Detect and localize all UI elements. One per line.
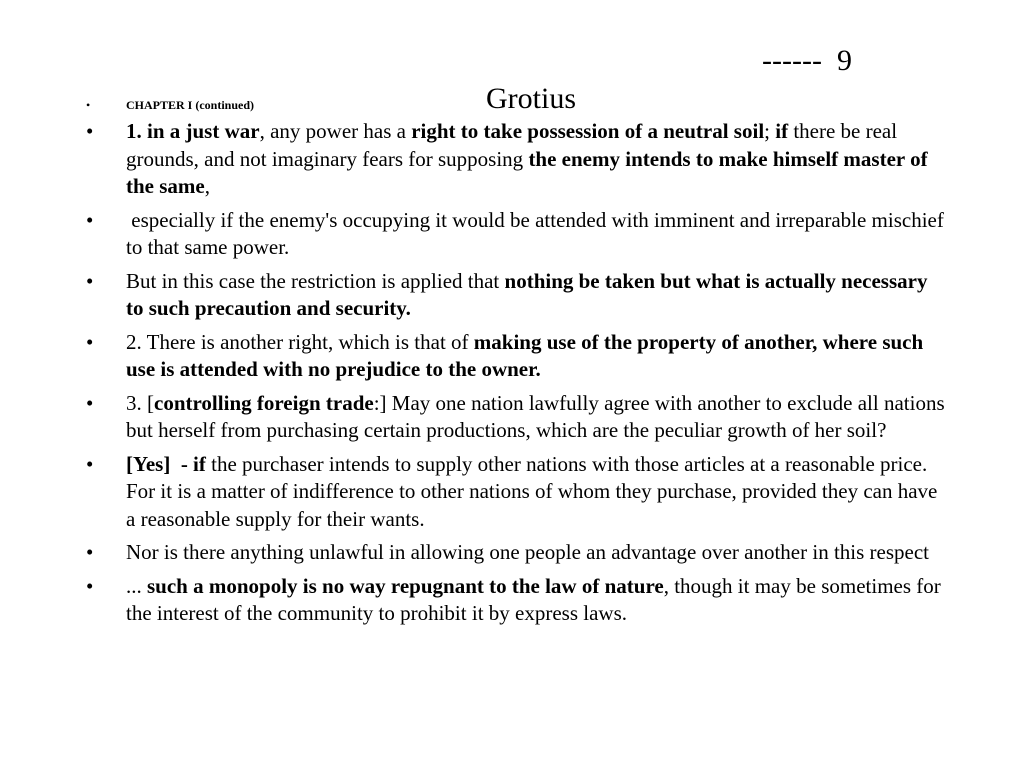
bullet-item — [86, 539, 946, 567]
bullet-dot-icon: • — [86, 268, 94, 293]
text-plain: , any power has a — [259, 119, 412, 143]
text-bold: making use of the property of another, where such use is attended with no prejudice to the owner. — [126, 329, 924, 381]
bullet-dot-icon: • — [86, 540, 94, 564]
text-plain: ... — [126, 573, 147, 598]
chapter-heading: CHAPTER I (continued) — [126, 98, 255, 112]
bullet-item — [86, 390, 946, 445]
bullet-text — [126, 540, 929, 564]
bullet-text — [126, 452, 937, 531]
slide-title-text: Grotius — [486, 82, 576, 115]
text-plain: there be real grounds, and not imaginary fears for supposing — [126, 119, 898, 171]
bullet-dot-icon: • — [86, 207, 94, 232]
bullet-text — [126, 391, 945, 443]
bullet-list — [86, 96, 950, 634]
text-plain: ; — [764, 119, 776, 143]
bullet-text — [126, 330, 923, 382]
bullet-dot-icon: • — [86, 329, 94, 354]
text-bold: controlling foreign trade — [154, 390, 374, 415]
bullet-item — [86, 207, 950, 262]
text-bold: right to take possession of a neutral soil — [411, 119, 765, 143]
text-plain: , — [204, 174, 210, 198]
bullet-item — [86, 451, 946, 534]
text-bold: if — [775, 119, 789, 143]
text-plain: , though it may be sometimes for the interest of the community to prohibit it by express laws. — [126, 573, 941, 625]
bullet-dot-icon: • — [86, 390, 94, 415]
text-plain: 3. [ — [126, 390, 154, 415]
text-bold: such a monopoly is no way repugnant to the law of nature — [147, 573, 664, 598]
bullet-text — [126, 119, 928, 198]
bullet-item — [86, 329, 946, 384]
text-plain: Nor is there anything unlawful in allowing one people an advantage over another in this respect — [126, 540, 930, 564]
text-bold: 1. in a just war — [126, 119, 260, 143]
text-bold: the enemy intends to make himself master of the same — [126, 146, 928, 198]
bullet-item — [86, 573, 946, 628]
bullet-item — [86, 96, 946, 114]
bullet-dot-icon: • — [86, 573, 94, 598]
text-plain: the purchaser intends to supply other nations with those articles at a reasonable price. For it is a matter of indifference to other nations of whom they purchase, provided they can have a reasonable supply for their wants. — [126, 451, 938, 531]
text-plain: But in this case the restriction is applied that — [126, 268, 505, 293]
bullet-item — [86, 118, 946, 201]
page-number: ------ 9 — [762, 44, 852, 77]
bullet-text — [126, 269, 927, 321]
text-bold: [Yes] - if — [126, 451, 206, 476]
bullet-dot-icon: • — [86, 98, 91, 112]
text-plain: especially if the enemy's occupying it would be attended with imminent and irreparable mischief to that same power. — [126, 207, 950, 259]
bullet-text — [126, 574, 941, 626]
bullet-dot-icon: • — [86, 451, 94, 476]
bullet-text — [126, 208, 949, 260]
text-plain: :] May one nation lawfully agree with another to exclude all nations but herself from purchasing certain productions, which are the peculiar growth of her soil? — [126, 390, 945, 442]
bullet-item — [86, 268, 946, 323]
text-plain: 2. There is another right, which is that of — [126, 329, 474, 354]
bullet-dot-icon: • — [86, 119, 94, 143]
text-bold: nothing be taken but what is actually necessary to such precaution and security. — [126, 268, 928, 320]
